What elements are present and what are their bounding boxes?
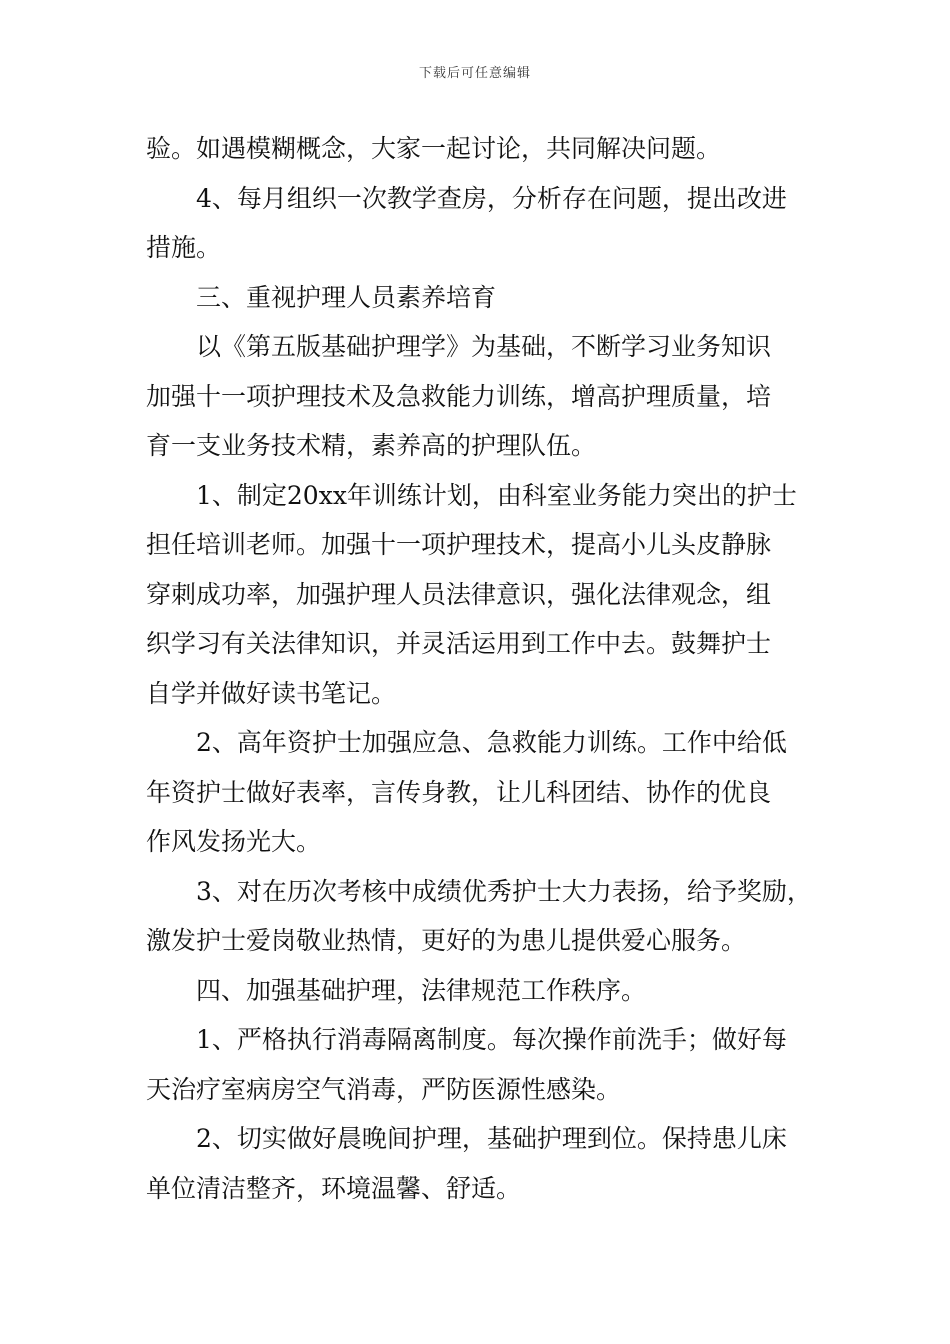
text-line: 作风发扬光大。 [146,827,322,856]
text-line: 单位清洁整齐，环境温馨、舒适。 [146,1173,522,1203]
text-line: 天治疗室病房空气消毒，严防医源性感染。 [146,1074,622,1104]
text-line: 验。如遇模糊概念，大家一起讨论，共同解决问题。 [146,134,722,163]
text-line: 织学习有关法律知识，并灵活运用到工作中去。鼓舞护士 [146,629,772,658]
text-line: 4、每月组织一次教学查房，分析存在问题，提出改进 [196,183,787,213]
text-line: 加强十一项护理技术及急救能力训练，增高护理质量，培 [146,381,772,411]
text-line: 穿刺成功率，加强护理人员法律意识，强化法律观念，组 [146,579,772,609]
page-header: 下载后可任意编辑 [418,66,531,81]
section-heading: 三、重视护理人员素养培育 [196,282,497,312]
text-line: 2、切实做好晨晚间护理，基础护理到位。保持患儿床 [196,1124,787,1153]
text-line: 3、对在历次考核中成绩优秀护士大力表扬，给予奖励， [196,876,812,906]
text-line: 1、严格执行消毒隔离制度。每次操作前洗手；做好每 [196,1025,787,1054]
text-line: 自学并做好读书笔记。 [146,678,397,708]
section-heading: 四、加强基础护理，法律规范工作秩序。 [196,975,647,1005]
text-line: 2、高年资护士加强应急、急救能力训练。工作中给低 [196,728,787,757]
text-line: 担任培训老师。加强十一项护理技术，提高小儿头皮静脉 [146,530,772,559]
document-body [146,124,812,1213]
text-line: 激发护士爱岗敬业热情，更好的为患儿提供爱心服务。 [146,926,747,955]
text-line: 年资护士做好表率，言传身教，让儿科团结、协作的优良 [146,777,772,807]
text-line: 1、制定20xx年训练计划，由科室业务能力突出的护士 [196,480,797,510]
text-line: 育一支业务技术精，素养高的护理队伍。 [146,431,597,460]
text-line: 以《第五版基础护理学》为基础，不断学习业务知识 [196,332,772,361]
text-line: 措施。 [146,233,222,262]
